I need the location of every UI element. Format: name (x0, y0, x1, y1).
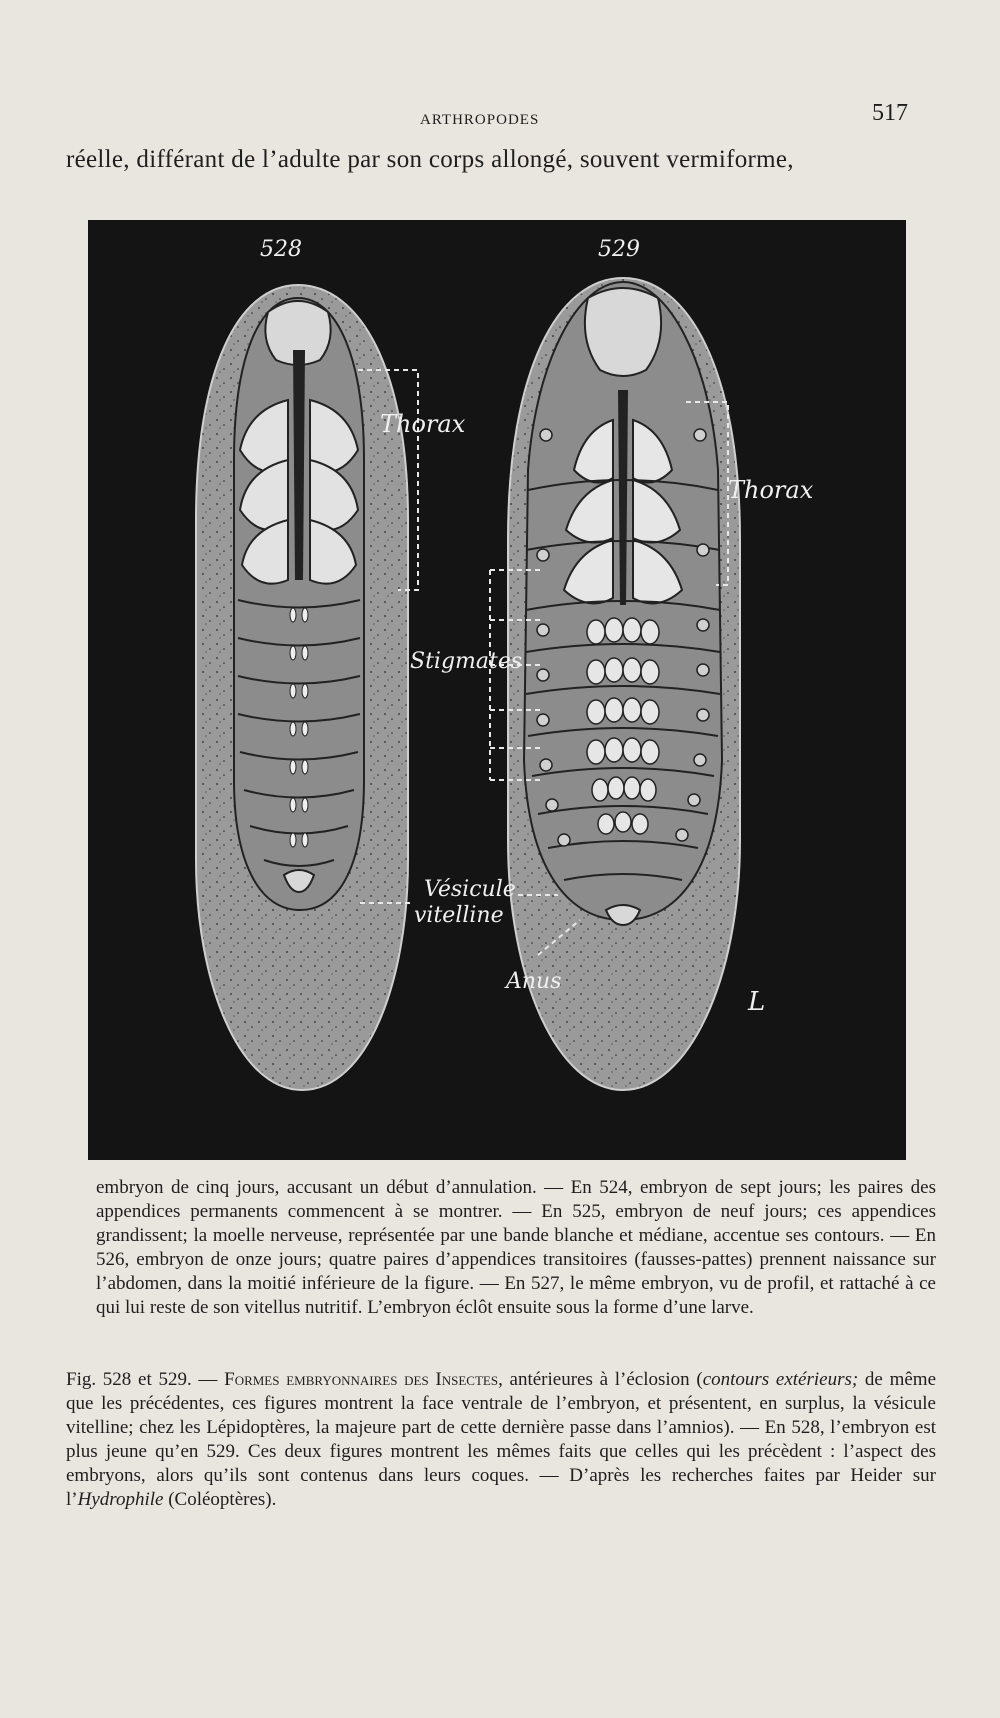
label-vitelline: vitelline (414, 903, 504, 928)
figure-caption (66, 1368, 936, 1512)
embryo-528 (196, 285, 408, 1090)
caption-title: Formes embryonnaires des Insectes, (224, 1369, 503, 1390)
figure-plate (88, 220, 906, 1160)
intro-text-line: réelle, différant de l’adulte par son corps allongé, souvent vermiforme, (66, 146, 794, 173)
engraver-monogram: L (748, 987, 766, 1017)
caption-part2: de même que les précédentes, ces figures montrent la face ventrale de l’embryon, et présentent, en surplus, la vésicule vitelline; chez les Lépidoptères, la majeure part de cette dernière passe dans l’amnios). — En 528, l’embryon est plus jeune qu’en 529. Ces deux figures montrent les mêmes faits que celles qui les précèdent : l’aspect des embryons, alors qu’ils sont contenus dans leurs coques. — D’après les recherches faites par Heider sur l’ (66, 1369, 936, 1510)
page-number: 517 (872, 100, 908, 126)
caption-part1: antérieures à l’éclosion ( (502, 1369, 703, 1390)
legend-paragraph (96, 1176, 936, 1320)
legend-text: embryon de cinq jours, accusant un début d’annulation. — En 524, embryon de sept jours; les paires des appendices permanents commencent à se montrer. — En 525, embryon de neuf jours; ces appendices grandissent; la moelle nerveuse, représentée par une bande blanche et médiane, accentue ses contours. — En 526, embryon de onze jours; quatre paires d’appendices transitoires (fausses-pattes) prennent naissance sur l’abdomen, dans la moitié inférieure de la figure. — En 527, le même embryon, vu de profil, et rattaché à ce qui lui reste de son vitellus nutritif. L’embryon éclôt ensuite sous la forme d’une larve. (96, 1177, 936, 1318)
figure-label-529: 529 (598, 237, 640, 262)
figure-label-528: 528 (260, 237, 302, 262)
label-thorax-529: Thorax (728, 476, 814, 504)
running-head: ARTHROPODES (420, 112, 540, 128)
label-stigmates: Stigmates (410, 649, 523, 674)
label-vesicule: Vésicule (424, 877, 516, 902)
caption-part3: (Coléoptères). (163, 1489, 277, 1510)
caption-italic1: contours extérieurs; (702, 1369, 859, 1390)
embryo-illustration (88, 220, 906, 1160)
label-anus: Anus (506, 969, 562, 994)
caption-fig-ref: Fig. 528 et 529. — (66, 1369, 218, 1390)
caption-italic2: Hydrophile (77, 1489, 164, 1510)
label-thorax-528: Thorax (380, 410, 466, 438)
